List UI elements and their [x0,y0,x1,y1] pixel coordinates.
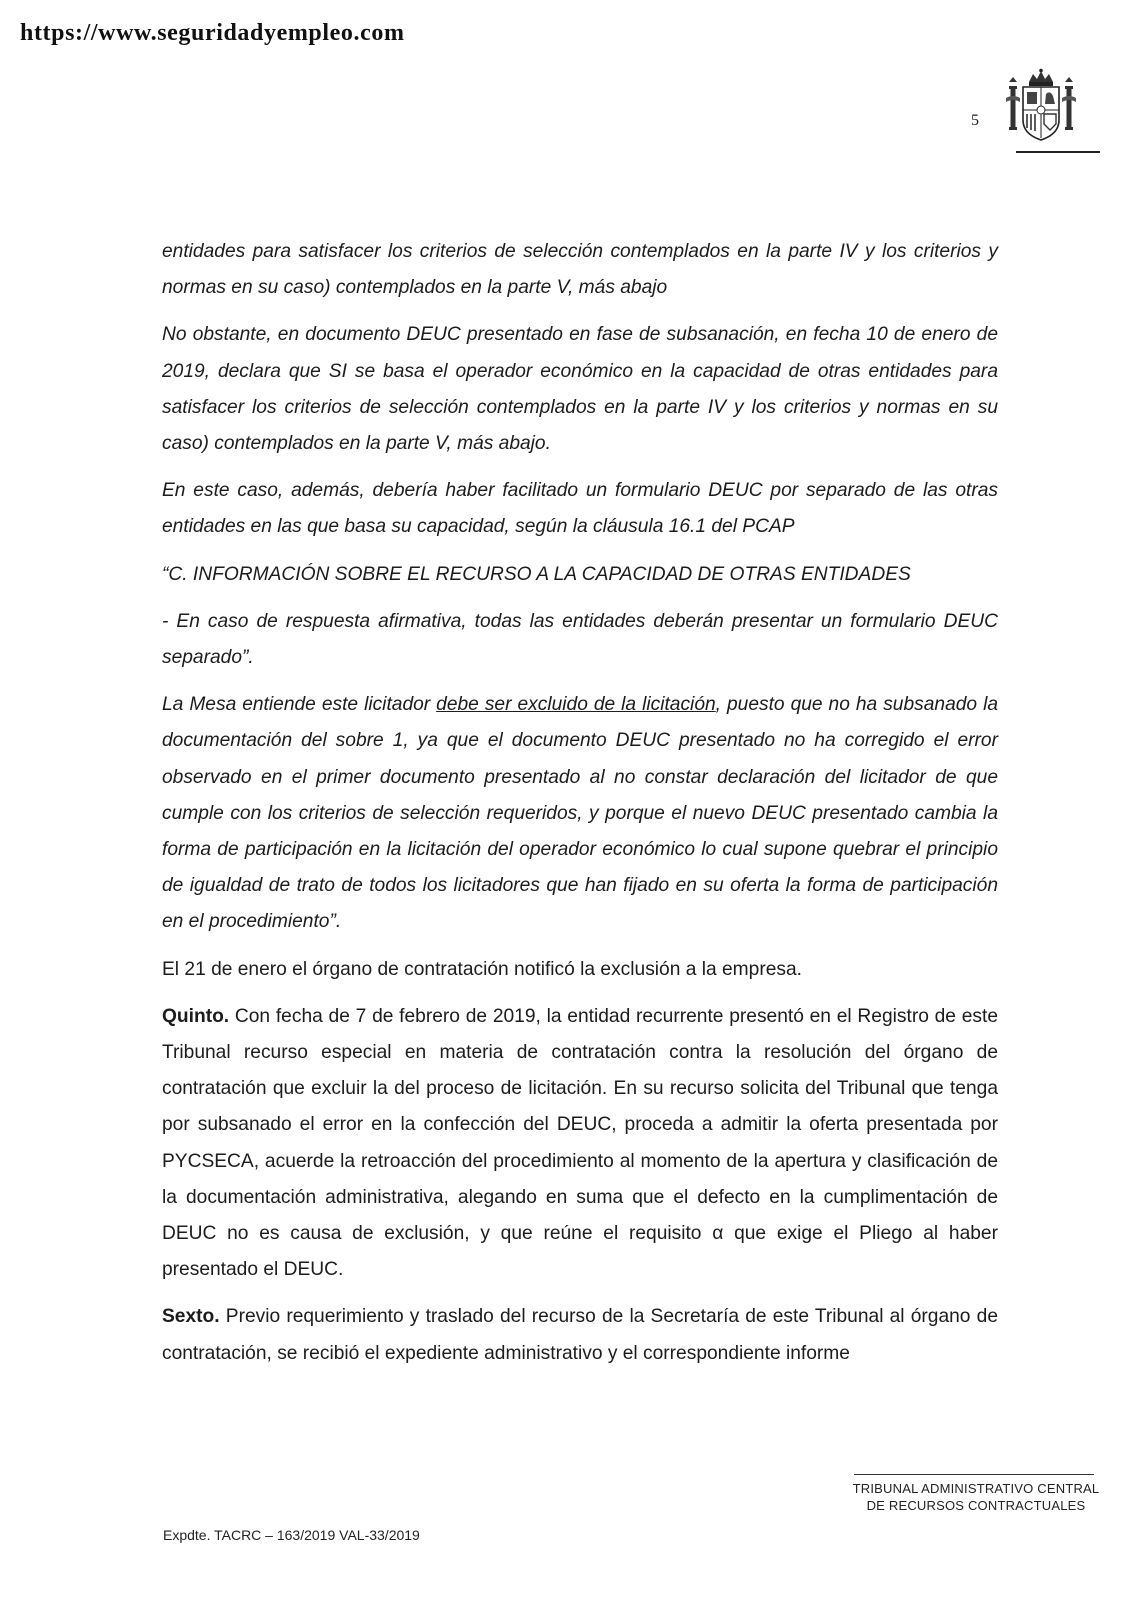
paragraph [162,687,998,940]
paragraph-text: La Mesa entiende este licitador [162,694,437,716]
underlined-text: debe ser excluido de la licitación [436,694,716,716]
footer-org-line: DE RECURSOS CONTRACTUALES [866,1498,1086,1513]
paragraph-text: Previo requerimiento y traslado del recurso de la Secretaría de este Tribunal al órgano de contratación, se recibió el expediente administrativo y el correspondiente informe [162,1306,998,1364]
header-rule [1016,151,1100,153]
footer-rule [854,1474,1094,1475]
source-url: https://www.seguridadyempleo.com [20,20,405,46]
paragraph: entidades para satisfacer los criterios de selección contemplados en la parte IV y los criterios y normas en su caso) contemplados en la parte V, más abajo [162,241,998,299]
paragraph: El 21 de enero el órgano de contratación notificó la exclusión a la empresa. [162,958,802,980]
paragraph-quinto [162,999,998,1289]
section-label: Sexto. [162,1306,220,1328]
document-body [162,234,998,1383]
paragraph: No obstante, en documento DEUC presentado en fase de subsanación, en fecha 10 de enero de 2019, declara que SI se basa el operador económico en la capacidad de otras entidades para satisfacer los criterios de selección contemplados en la parte IV y los criterios y normas en su caso) contemplados en la parte V, más abajo. [162,324,998,455]
paragraph-text: , puesto que no ha subsanado la documentación del sobre 1, ya que el documento DEUC presentado no ha corregido el error observado en el primer documento presentado al no constar declaración del licitador de que cumple con los criterios de selección requeridos, y porque el nuevo DEUC presentado cambia la forma de participación en la licitación del operador económico lo cual supone quebrar el principio de igualdad de trato de todos los licitadores que han fijado en su oferta la forma de participación en el procedimiento”. [162,694,999,933]
section-label: Quinto. [162,1005,230,1027]
paragraph-heading: “C. INFORMACIÓN SOBRE EL RECURSO A LA CAPACIDAD DE OTRAS ENTIDADES [162,563,911,585]
footer-expediente: Expdte. TACRC – 163/2019 VAL-33/2019 [163,1527,420,1543]
paragraph-text: Con fecha de 7 de febrero de 2019, la entidad recurrente presentó en el Registro de este Tribunal recurso especial en materia de contratación contra la resolución del órgano de contratación que excluir la del proceso de licitación. En su recurso solicita del Tribunal que tenga por subsanado el error en la confección del DEUC, proceda a admitir la oferta presentada por PYCSECA, acuerde la retroacción del procedimiento al momento de la apertura y clasificación de la documentación administrativa, alegando en suma que el defecto en la cumplimentación de DEUC no es causa de exclusión, y que reúne el requisito α que exige el Pliego al haber presentado el DEUC. [162,1005,998,1281]
paragraph-sexto [162,1299,998,1371]
page-number: 5 [971,112,979,129]
footer-organization [852,1480,1100,1514]
footer-org-line: TRIBUNAL ADMINISTRATIVO CENTRAL [852,1481,1100,1496]
spanish-coat-of-arms-icon [1003,68,1079,144]
paragraph: - En caso de respuesta afirmativa, todas las entidades deberán presentar un formulario DEUC separado”. [162,610,998,669]
paragraph: En este caso, además, debería haber facilitado un formulario DEUC por separado de las otras entidades en las que basa su capacidad, según la cláusula 16.1 del PCAP [162,480,998,538]
